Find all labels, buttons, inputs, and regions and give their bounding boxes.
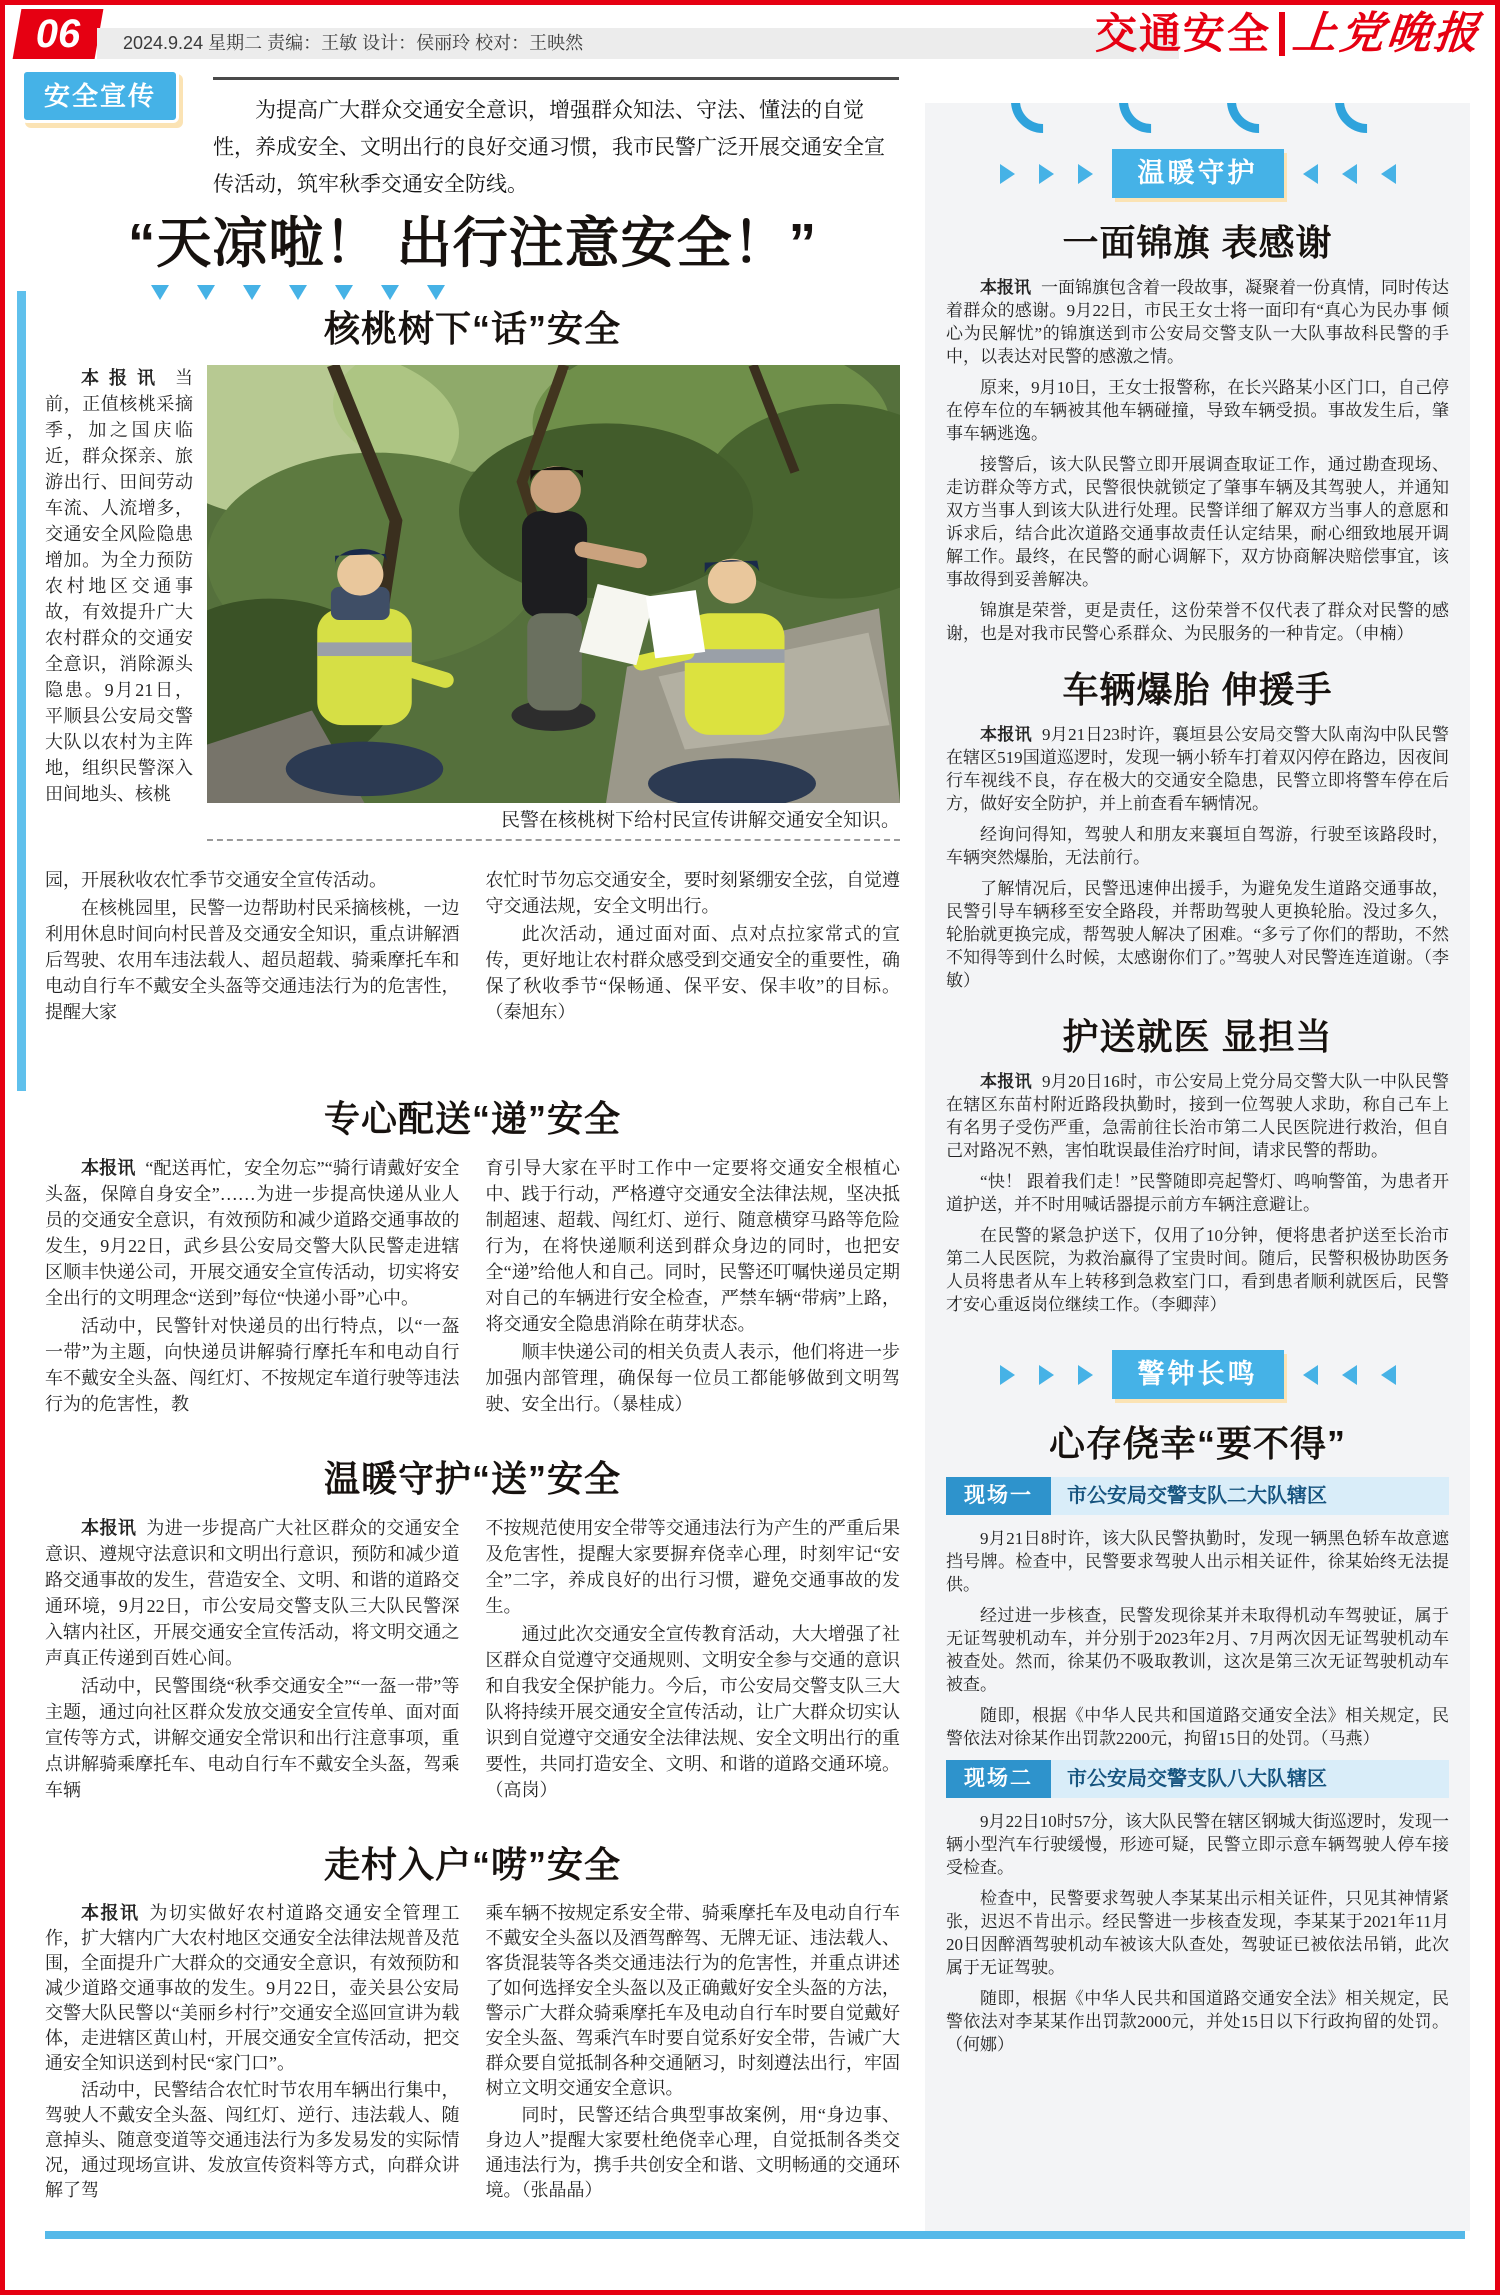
news-photo — [207, 365, 900, 803]
paragraph: “配送再忙，安全勿忘”“骑行请戴好安全头盔，保障自身安全”……为进一步提高快递从业人员的交通安全意识，有效预防和减少道路交通事故的发生，9月22日，武乡县公安局交警大队民警走进辖区顺丰快递公司，开展交通安全宣传活动，切实将安全出行的文明理念“送到”每位“快递小哥”心中。 — [45, 1158, 460, 1308]
newsflag: 本报讯 — [980, 278, 1031, 297]
triangle-down-icon — [381, 285, 399, 300]
article4-title: 走村入户“唠”安全 — [323, 1844, 621, 1885]
article3-col1 — [45, 1515, 460, 1805]
newsflag: 本报讯 — [81, 1158, 136, 1178]
triangle-right-icon — [1000, 1365, 1015, 1385]
arc-icon — [1106, 103, 1197, 146]
paragraph: 9月20日16时，市公安局上党分局交警大队一中队民警在辖区东苗村附近路段执勤时，接到一位驾驶人求助，称自己车上有名男子受伤严重，急需前往长治市第二人民医院进行救治，但自己对路况不熟，害怕耽误最佳治疗时间，请求民警的帮助。 — [946, 1072, 1450, 1160]
bottom-blue-rule — [45, 2231, 1465, 2239]
newsflag: 本报讯 — [81, 1518, 137, 1538]
paragraph: 了解情况后，民警迅速伸出援手，为避免发生道路交通事故，民警引导车辆移至安全路段，并帮助驾驶人更换轮胎。没过多久，轮胎就更换完成，帮驾驶人解决了困难。“多亏了你们的帮助，不然不知得等到什么时候，太感谢你们了。”驾驶人对民警连连道谢。（李敏） — [946, 879, 1449, 990]
article1-col2 — [486, 867, 901, 1027]
arc-decoration — [1011, 103, 1443, 138]
column-tag-safety: 安全宣传 — [21, 69, 179, 123]
alert-title: 心存侥幸“要不得” — [1048, 1423, 1346, 1464]
photo-caption: 民警在核桃树下给村民宣传讲解交通安全知识。 — [500, 810, 900, 831]
scene2-bar — [946, 1760, 1449, 1798]
article2-col1 — [45, 1155, 460, 1419]
arc-icon — [1214, 103, 1305, 146]
paragraph: 一面锦旗包含着一段故事，凝聚着一份真情，同时传达着群众的感谢。9月22日，市民王女士将一面印有“真心为民办事 倾心为民解忧”的锦旗送到市公安局交警支队一大队事故科民警的手中，以表达对民警的感激之情。 — [946, 278, 1449, 366]
paragraph: 检查中，民警要求驾驶人李某某出示相关证件，只见其神情紧张，迟迟不肯出示。经民警进一步核查发现，李某某于2021年11月20日因醉酒驾驶机动车被该大队查处，驾驶证已被依法吊销，此次属于无证驾驶。 — [946, 1889, 1449, 1977]
newsflag: 本报讯 — [81, 368, 165, 388]
triangle-left-icon — [1381, 164, 1396, 184]
triangle-down-icon — [151, 285, 169, 300]
article1-lead: 当前，正值核桃采摘季，加之国庆临近，群众探亲、旅游出行、田间劳动车流、人流增多，交通安全风险隐患增加。为全力预防农村地区交通事故，有效提升广大农村群众的交通安全意识，消除源头隐患。9月21日，平顺县公安局交警大队以农村为主阵地，组织民警深入田间地头、核桃 — [45, 368, 193, 804]
triangle-left-icon — [1342, 164, 1357, 184]
page-number-box — [13, 9, 104, 59]
right-section — [925, 103, 1470, 2231]
section-intro: 为提高广大群众交通安全意识，增强群众知法、守法、懂法的自觉性，养成安全、文明出行的良好交通习惯，我市民警广泛开展交通安全宣传活动，筑牢秋季交通安全防线。 — [213, 77, 899, 203]
scene2-area: 市公安局交警支队八大队辖区 — [1051, 1760, 1449, 1798]
paragraph: 不按规范使用安全带等交通违法行为产生的严重后果及危害性，提醒大家要摒弃侥幸心理，时刻牢记“安全”二字，养成良好的出行习惯，避免交通事故的发生。 — [485, 1518, 900, 1616]
article1-lead-column — [45, 365, 193, 841]
paragraph: 锦旗是荣誉，更是责任，这份荣誉不仅代表了群众对民警的感谢，也是对我市民警心系群众、为民服务的一种肯定。（申楠） — [946, 601, 1449, 643]
article1-col1 — [45, 867, 460, 1027]
headline-triangles — [137, 285, 459, 305]
paragraph: 9月21日23时许，襄垣县公安局交警大队南沟中队民警在辖区519国道巡逻时，发现一辆小轿车打着双闪停在路边，因夜间行车视线不良，存在极大的交通安全隐患，民警立即将警车停在后方，做好安全防护，并上前查看车辆情况。 — [946, 725, 1450, 813]
masthead-divider — [1279, 12, 1285, 56]
right-article2-title: 车辆爆胎 伸援手 — [1062, 669, 1333, 710]
triangle-right-icon — [1078, 164, 1093, 184]
left-blue-strip — [17, 291, 26, 1091]
paragraph: 顺丰快递公司的相关负责人表示，他们将进一步加强内部管理，确保每一位员工都能够做到文明驾驶、安全出行。（暴桂成） — [485, 1342, 900, 1414]
article2-title: 专心配送“递”安全 — [323, 1098, 621, 1139]
newsflag: 本报讯 — [980, 1072, 1032, 1091]
paragraph: 园，开展秋收农忙季节交通安全宣传活动。 — [45, 870, 387, 890]
article4-col2 — [486, 1901, 901, 2205]
article4-columns — [45, 1901, 900, 2205]
warm-guard-badge-row — [946, 149, 1449, 198]
paragraph: 随即，根据《中华人民共和国道路交通安全法》相关规定，民警依法对徐某作出罚款2200元，拘留15日的处罚。（马燕） — [946, 1706, 1449, 1748]
triangle-down-icon — [197, 285, 215, 300]
arc-icon — [1322, 103, 1413, 146]
triangle-down-icon — [427, 285, 445, 300]
arc-icon — [998, 103, 1089, 146]
paragraph: 在核桃园里，民警一边帮助村民采摘核桃，一边利用休息时间向村民普及交通安全知识，重点讲解酒后驾驶、农用车违法载人、超员超载、骑乘摩托车和电动自行车不戴安全头盔等交通违法行为的危害性，提醒大家 — [45, 898, 460, 1022]
paragraph: 9月21日8时许，该大队民警执勤时，发现一辆黑色轿车故意遮挡号牌。检查中，民警要求驾驶人出示相关证件，徐某始终无法提供。 — [946, 1529, 1449, 1594]
paragraph: 活动中，民警结合农忙时节农用车辆出行集中，驾驶人不戴安全头盔、闯红灯、逆行、违法载人、随意掉头、随意变道等交通违法行为多发易发的实际情况，通过现场宣讲、发放宣传资料等方式，向群众讲解了驾 — [45, 2080, 460, 2200]
article3-col2 — [486, 1515, 901, 1805]
paragraph: 活动中，民警针对快递员的出行特点，以“一盔一带”为主题，向快递员讲解骑行摩托车和电动自行车不戴安全头盔、闯红灯、不按规定车道行驶等违法行为的危害性，教 — [45, 1316, 460, 1414]
paragraph: 此次活动，通过面对面、点对点拉家常式的宣传，更好地让农村群众感受到交通安全的重要性，确保了秋收季节“保畅通、保平安、保丰收”的目标。（秦旭东） — [485, 924, 900, 1022]
paragraph: 在民警的紧急护送下，仅用了10分钟，便将患者护送至长治市第二人民医院，为救治赢得了宝贵时间。随后，民警积极协助医务人员将患者从车上转移到急救室门口，看到患者顺利就医后，民警才安心重返岗位继续工作。（李卿萍） — [946, 1226, 1449, 1314]
triangle-left-icon — [1303, 164, 1318, 184]
paragraph: 为切实做好农村道路交通安全管理工作，扩大辖内广大农村地区交通安全法律法规普及范围，全面提升广大群众的交通安全意识，有效预防和减少道路交通事故的发生。9月22日，壶关县公安局交警大队民警以“美丽乡村行”交通安全巡回宣讲为载体，走进辖区黄山村，开展交通安全宣传活动，把交通安全知识送到村民“家门口”。 — [45, 1903, 460, 2073]
article1-lead-row — [45, 365, 900, 841]
column-tag-alarm: 警钟长鸣 — [1112, 1350, 1284, 1399]
article3-columns — [45, 1515, 900, 1805]
paragraph: 经询问得知，驾驶人和朋友来襄垣自驾游，行驶至该路段时，车辆突然爆胎，无法前行。 — [946, 825, 1449, 867]
triangle-left-icon — [1303, 1365, 1318, 1385]
page-number: 06 — [35, 12, 81, 56]
paragraph: 活动中，民警围绕“秋季交通安全”“一盔一带”等主题，通过向社区群众发放交通安全宣传单、面对面宣传等方式，讲解交通安全常识和出行注意事项，重点讲解骑乘摩托车、电动自行车不戴安全头盔，驾乘车辆 — [45, 1676, 460, 1800]
column-tag-warm: 温暖守护 — [1112, 149, 1284, 198]
triangle-down-icon — [289, 285, 307, 300]
triangle-left-icon — [1342, 1365, 1357, 1385]
triangle-right-icon — [1078, 1365, 1093, 1385]
page-header — [5, 5, 1495, 63]
left-section — [45, 67, 900, 2229]
newsflag: 本报讯 — [81, 1903, 140, 1923]
article3-title: 温暖守护“送”安全 — [323, 1458, 621, 1499]
right-article3-title: 护送就医 显担当 — [1062, 1016, 1333, 1057]
masthead — [1094, 8, 1484, 60]
paragraph: 乘车辆不按规定系安全带、骑乘摩托车及电动自行车不戴安全头盔以及酒驾醉驾、无牌无证、违法载人、客货混装等各类交通违法行为的危害性，并重点讲述了如何选择安全头盔以及正确戴好安全头盔的方法，警示广大群众骑乘摩托车及电动自行车时要自觉戴好安全头盔、驾乘汽车时要自觉系好安全带，告诫广大群众要自觉抵制各种交通陋习，时刻遵法出行，牢固树立文明交通安全意识。 — [485, 1903, 900, 2098]
article4-col1 — [45, 1901, 460, 2205]
section-title: 交通安全 — [1094, 10, 1271, 57]
triangle-down-icon — [335, 285, 353, 300]
article1-photo-block — [207, 365, 900, 841]
triangle-right-icon — [1039, 164, 1054, 184]
scene2-label: 现场二 — [946, 1760, 1051, 1798]
paragraph: 9月22日10时57分，该大队民警在辖区钢城大街巡逻时，发现一辆小型汽车行驶缓慢，形迹可疑，民警立即示意车辆驾驶人停车接受检查。 — [946, 1812, 1449, 1877]
article2-col2 — [486, 1155, 901, 1419]
newsflag: 本报讯 — [980, 725, 1032, 744]
right-article1-title: 一面锦旗 表感谢 — [1062, 222, 1333, 263]
paragraph: 育引导大家在平时工作中一定要将交通安全根植心中、践于行动，严格遵守交通安全法律法规，坚决抵制超速、超载、闯红灯、逆行、随意横穿马路等危险行为，在将快递顺利送到群众身边的同时，也把安全“递”给他人和自己。同时，民警还叮嘱快递员定期对自己的车辆进行安全检查，严禁车辆“带病”上路，将交通安全隐患消除在萌芽状态。 — [485, 1158, 900, 1334]
paragraph: 为进一步提高广大社区群众的交通安全意识、遵规守法意识和文明出行意识，预防和减少道路交通事故的发生，营造安全、文明、和谐的道路交通环境，9月22日，市公安局交警支队三大队民警深入辖内社区，开展交通安全宣传活动，将文明交通之声真正传递到百姓心间。 — [45, 1518, 460, 1668]
triangle-down-icon — [243, 285, 261, 300]
dateline: 2024.9.24 星期二 责编：王敏 设计：侯丽玲 校对：王映然 — [97, 28, 1179, 59]
paragraph: 经过进一步核查，民警发现徐某并未取得机动车驾驶证，属于无证驾驶机动车，并分别于2023年2月、7月两次因无证驾驶机动车被查处。然而，徐某仍不吸取教训，这次是第三次无证驾驶机动车被查。 — [946, 1606, 1449, 1694]
paragraph: 随即，根据《中华人民共和国道路交通安全法》相关规定，民警依法对李某某作出罚款2000元，并处15日以下行政拘留的处罚。（何娜） — [946, 1989, 1449, 2054]
article1-title: 核桃树下“话”安全 — [323, 308, 621, 349]
triangle-left-icon — [1381, 1365, 1396, 1385]
paragraph: 通过此次交通安全宣传教育活动，大大增强了社区群众自觉遵守交通规则、文明安全参与交通的意识和自我安全保护能力。今后，市公安局交警支队三大队将持续开展交通安全宣传活动，让广大群众切实认识到自觉遵守交通安全法律法规、安全文明出行的重要性，共同打造安全、文明、和谐的道路交通环境。（高岗） — [485, 1624, 900, 1800]
paragraph: “快！ 跟着我们走！”民警随即亮起警灯、鸣响警笛，为患者开道护送，并不时用喊话器提示前方车辆注意避让。 — [946, 1172, 1449, 1214]
main-headline: “天凉啦！ 出行注意安全！” — [127, 212, 818, 274]
paragraph: 原来，9月10日，王女士报警称，在长兴路某小区门口，自己停在停车位的车辆被其他车辆碰撞，导致车辆受损。事故发生后，肇事车辆逃逸。 — [946, 378, 1449, 443]
triangle-right-icon — [1000, 164, 1015, 184]
alarm-badge-row — [946, 1350, 1449, 1399]
triangle-right-icon — [1039, 1365, 1054, 1385]
article2-columns — [45, 1155, 900, 1419]
paragraph: 同时，民警还结合典型事故案例，用“身边事、身边人”提醒大家要杜绝侥幸心理，自觉抵制各类交通违法行为，携手共创安全和谐、文明畅通的交通环境。（张晶晶） — [485, 2105, 900, 2200]
article1-columns — [45, 867, 900, 1027]
scene1-area: 市公安局交警支队二大队辖区 — [1051, 1477, 1449, 1515]
paragraph: 农忙时节勿忘交通安全，要时刻紧绷安全弦，自觉遵守交通法规，安全文明出行。 — [485, 870, 900, 916]
paragraph: 接警后，该大队民警立即开展调查取证工作，通过勘查现场、走访群众等方式，民警很快就锁定了肇事车辆及其驾驶人，并通知双方当事人到该大队进行处理。民警详细了解双方当事人的意愿和诉求后，结合此次道路交通事故责任认定结果，耐心细致地展开调解工作。最终，在民警的耐心调解下，双方协商解决赔偿事宜，该事故得到妥善解决。 — [946, 455, 1449, 589]
caption-divider — [207, 839, 900, 841]
scene1-bar — [946, 1477, 1449, 1515]
scene1-label: 现场一 — [946, 1477, 1051, 1515]
newspaper-name: 上党晚报 — [1290, 8, 1484, 59]
